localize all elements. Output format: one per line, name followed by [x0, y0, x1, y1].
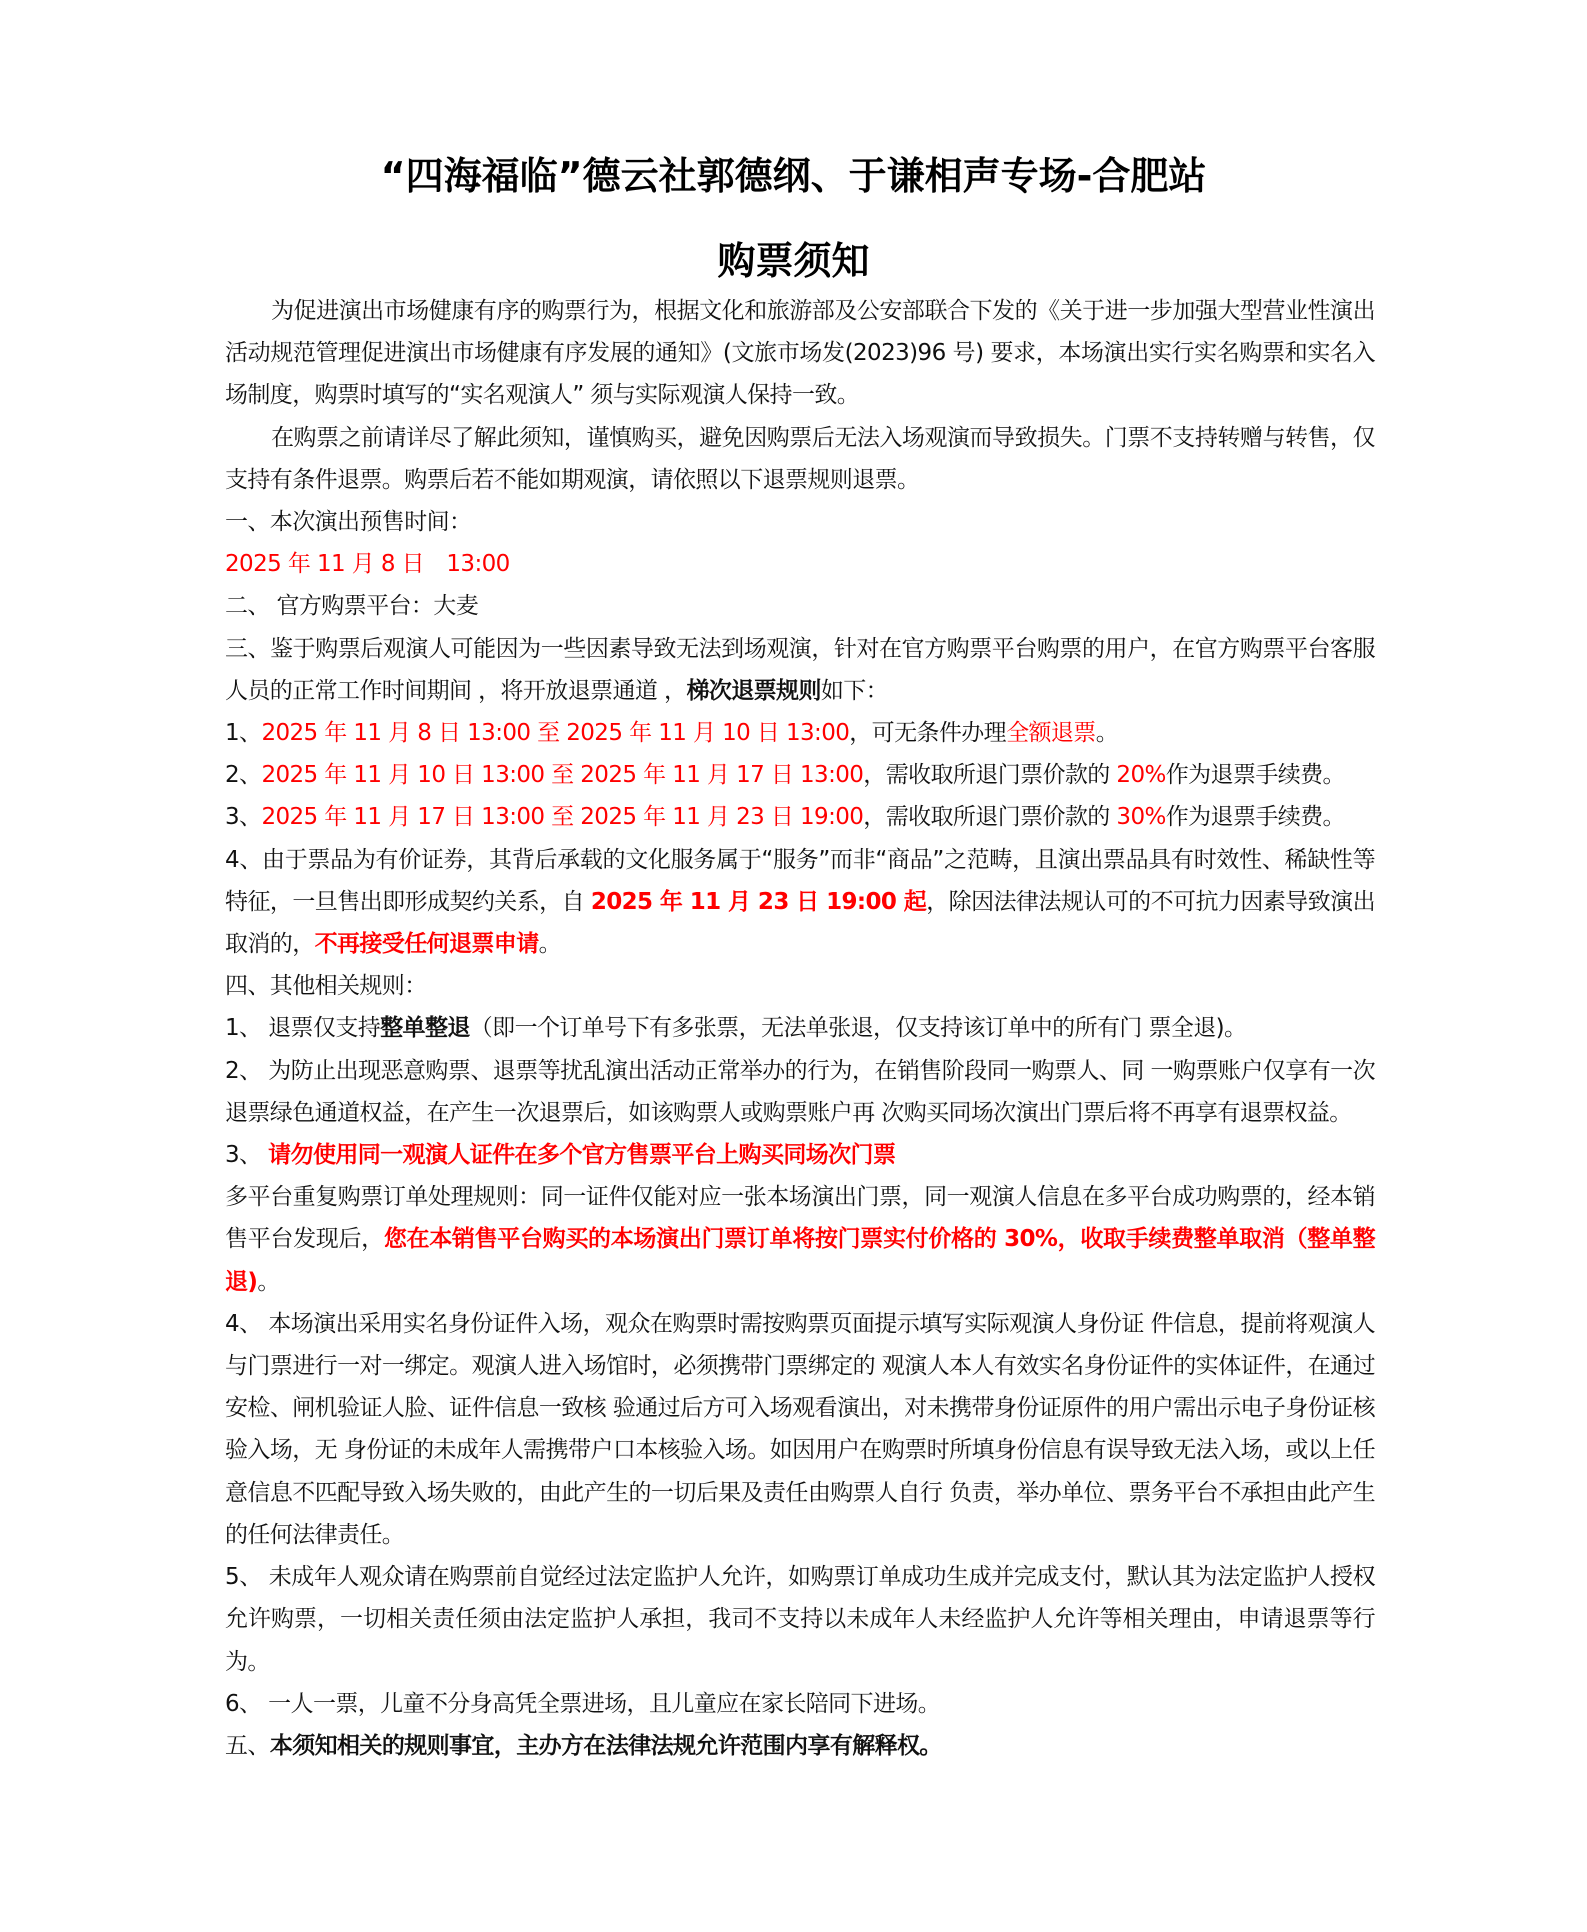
- rule-end: 。: [257, 1268, 280, 1295]
- other-rule-3-heading: [225, 1134, 1375, 1176]
- section-4-heading: 四、其他相关规则：: [225, 973, 427, 1000]
- notice-body: [225, 290, 1375, 1767]
- no-refund-notice: 不再接受任何退票申请: [314, 931, 539, 958]
- refund-rule-3: [225, 796, 1375, 838]
- rule-text: 4、由于票品为有价证券，其背后承载的文化服务属于“服务”而非“商品”之范畴，且演出票品具有时效性、稀缺性等特征，一旦售出即形成契约关系，自: [225, 846, 1375, 915]
- section-1-heading: 一、本次演出预售时间：: [225, 509, 472, 536]
- tiered-refund-rules-label: 梯次退票规则: [686, 677, 821, 704]
- rule-end: 作为退票手续费。: [1165, 762, 1345, 789]
- rule-date-range: 2025 年 11 月 8 日 13:00 至 2025 年 11 月 10 日 13:00: [261, 720, 850, 747]
- refund-rule-2: [225, 754, 1375, 796]
- duplicate-purchase-warning: 请勿使用同一观演人证件在多个官方售票平台上购买同场次门票: [268, 1142, 896, 1169]
- other-rule-3-body: [225, 1176, 1375, 1303]
- rule-text-2: （即一个订单号下有多张票，无法单张退，仅支持该订单中的所有门 票全退)。: [469, 1015, 1247, 1042]
- other-rule-6: 6、 一人一票，儿童不分身高凭全票进场，且儿童应在家长陪同下进场。: [225, 1690, 941, 1717]
- rule-text: 1、 退票仅支持: [225, 1015, 381, 1042]
- intro-paragraph-1: 为促进演出市场健康有序的购票行为，根据文化和旅游部及公安部联合下发的《关于进一步加强大型营业性演出活动规范管理促进演出市场健康有序发展的通知》(文旅市场发(2023)96 号) 要求，本场演出实行实名购票和实名入场制度，购票时填写的“实名观演人” 须与实际观演人保持一致。: [225, 298, 1375, 409]
- other-rule-4: 4、 本场演出采用实名身份证件入场，观众在购票时需按购票页面提示填写实际观演人身份证 件信息，提前将观演人与门票进行一对一绑定。观演人进入场馆时，必须携带门票绑定的 观演人本人有效实名身份证件的实体证件，在通过安检、闸机验证人脸、证件信息一致核 验通过后方可入场观看演出，对未携带身份证原件的用户需出示电子身份证核验入场，无 身份证的未成年人需携带户口本核验入场。如因用户在购票时所填身份信息有误导致无法入场，或以上任意信息不匹配导致入场失败的，由此产生的一切后果及责任由购票人自行 负责，举办单位、票务平台不承担由此产生的任何法律责任。: [225, 1310, 1375, 1548]
- section-3-intro: [225, 628, 1375, 712]
- section-3-text-end: 如下：: [820, 677, 889, 704]
- rule-date-range: 2025 年 11 月 10 日 13:00 至 2025 年 11 月 17 日 13:00: [261, 762, 864, 789]
- section-5: [225, 1725, 1375, 1767]
- rule-number: 3、: [225, 804, 262, 831]
- rule-end: 作为退票手续费。: [1165, 804, 1345, 831]
- rule-number: 1、: [225, 720, 262, 747]
- section-number: 五、: [225, 1732, 270, 1759]
- rule-text: ，可无条件办理: [849, 720, 1007, 747]
- rule-text: 多平台重复购票订单处理规则：同一证件仅能对应一张本场演出门票，同一观演人信息在多平台成功购票的，经本销售平台发现后，: [225, 1184, 1375, 1253]
- section-2-platform: 二、 官方购票平台：大麦: [225, 593, 479, 620]
- intro-paragraph-2: 在购票之前请详尽了解此须知，谨慎购买，避免因购票后无法入场观演而导致损失。门票不支持转赠与转售，仅支持有条件退票。购票后若不能如期观演，请依照以下退票规则退票。: [225, 424, 1375, 493]
- rule-date-range: 2025 年 11 月 17 日 13:00 至 2025 年 11 月 23 日 19:00: [261, 804, 864, 831]
- document-subtitle: 购票须知: [717, 239, 870, 283]
- refund-deadline: 2025 年 11 月 23 日 19:00 起: [590, 888, 927, 915]
- rule-text: ，需收取所退门票价款的: [863, 804, 1117, 831]
- interpretation-rights-statement: 本须知相关的规则事宜，主办方在法律法规允许范围内享有解释权。: [269, 1732, 942, 1759]
- rule-number: 2、: [225, 762, 262, 789]
- rule-end: 。: [538, 931, 562, 958]
- refund-rule-1: [225, 712, 1375, 754]
- rule-fee-percent: 20%: [1116, 762, 1166, 789]
- other-rule-2: 2、 为防止出现恶意购票、退票等扰乱演出活动正常举办的行为，在销售阶段同一购票人、同 一购票账户仅享有一次退票绿色通道权益，在产生一次退票后，如该购票人或购票账户再 次购买同场次演出门票后将不再享有退票权益。: [225, 1057, 1375, 1126]
- document-title: “四海福临”德云社郭德纲、于谦相声专场-合肥站: [380, 154, 1207, 198]
- rule-text-2: ，除因法律法规认可的不可抗力因素导致演出取消的，: [225, 888, 1375, 958]
- duplicate-order-penalty: 您在本销售平台购买的本场演出门票订单将按门票实付价格的 30%，收取手续费整单取消（整单整退): [225, 1226, 1375, 1295]
- section-3-text: 三、鉴于购票后观演人可能因为一些因素导致无法到场观演，针对在官方购票平台购票的用户，在官方购票平台客服人员的正常工作时间期间 ，将开放退票通道 ，: [225, 635, 1375, 704]
- other-rule-5: 5、 未成年人观众请在购票前自觉经过法定监护人允许，如购票订单成功生成并完成支付，默认其为法定监护人授权允许购票，一切相关责任须由法定监护人承担，我司不支持以未成年人未经监护人允许等相关理由，申请退票等行为。: [225, 1564, 1375, 1675]
- refund-rule-4: [225, 839, 1375, 966]
- whole-order-refund-label: 整单整退: [380, 1015, 470, 1042]
- rule-number: 3、: [225, 1142, 269, 1169]
- rule-fee-percent: 30%: [1116, 804, 1166, 831]
- rule-end: 。: [1095, 720, 1119, 747]
- rule-text: ，需收取所退门票价款的: [863, 762, 1117, 789]
- rule-highlight: 全额退票: [1006, 720, 1096, 747]
- presale-time: 2025 年 11 月 8 日 13:00: [225, 551, 510, 578]
- other-rule-1: [225, 1007, 1375, 1049]
